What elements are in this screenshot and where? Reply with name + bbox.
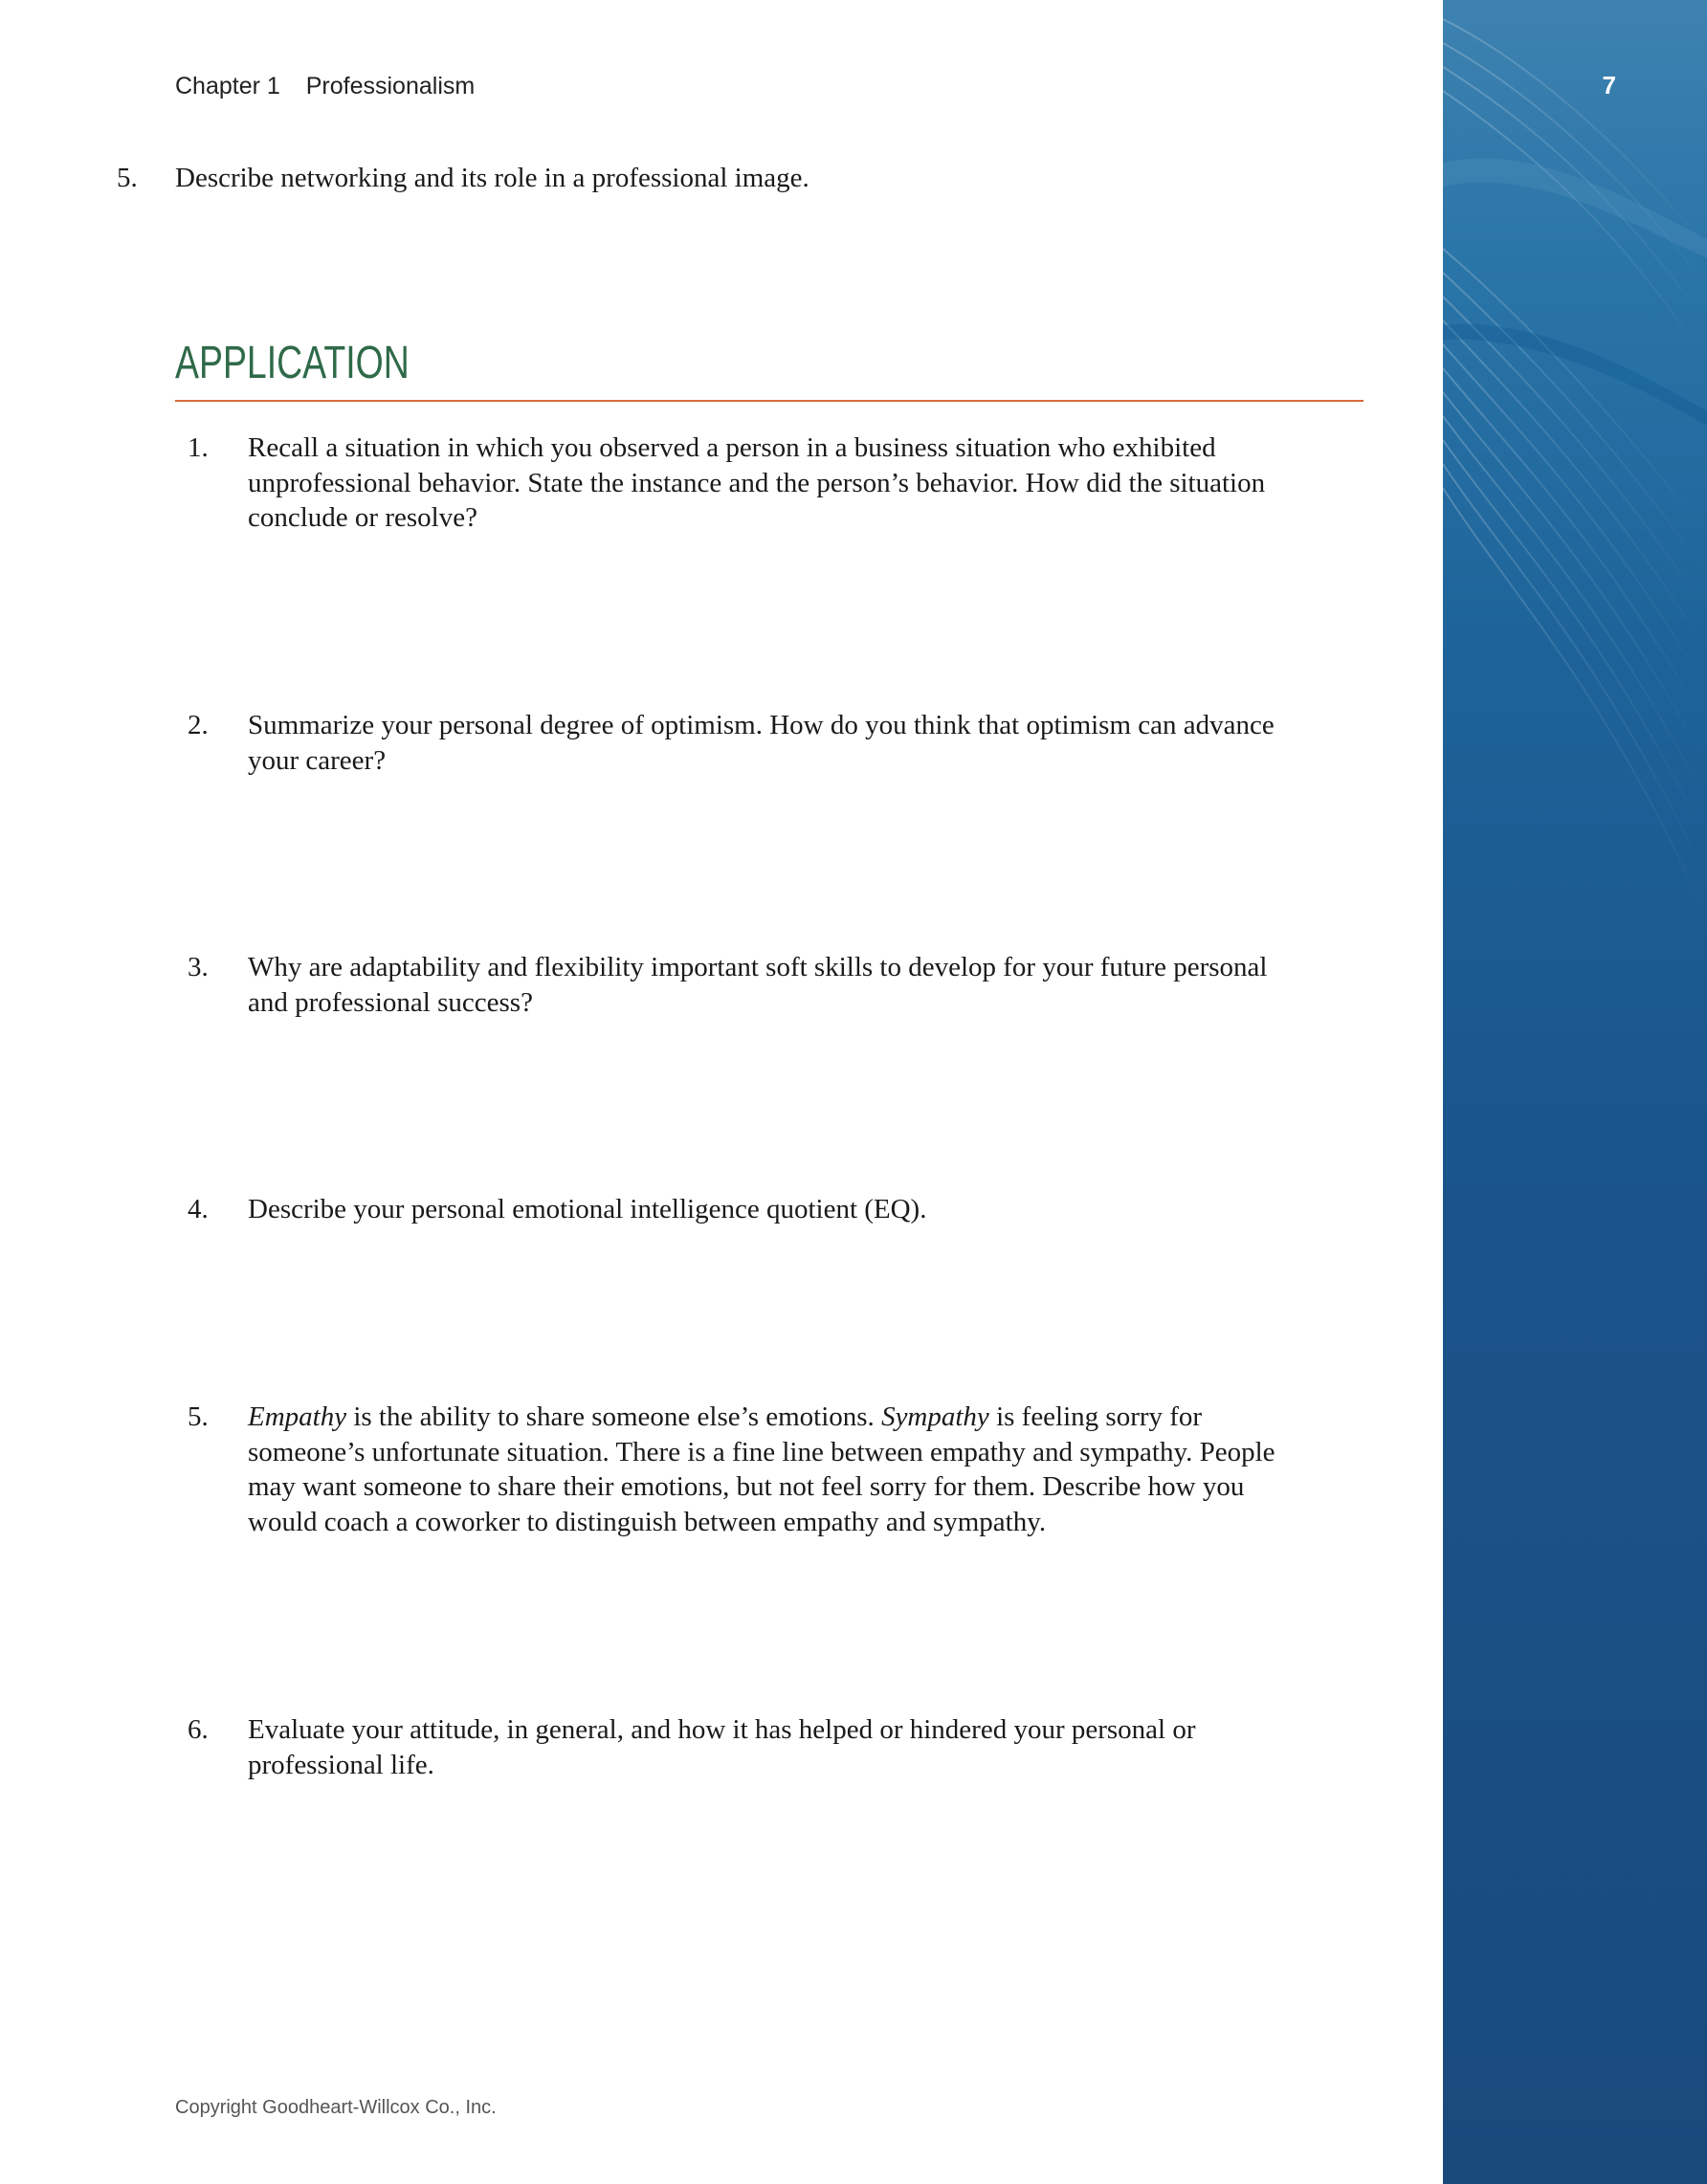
section-title: APPLICATION [175, 338, 410, 388]
question-text [248, 708, 1367, 778]
question-line: Describe your personal emotional intelligence quotient (EQ). [248, 1194, 927, 1224]
chapter-title: Professionalism [305, 73, 476, 99]
wave-pattern-decoration [1443, 0, 1707, 2184]
running-head [175, 73, 475, 100]
question-number: 6. [188, 1714, 209, 1745]
copyright-notice: Copyright Goodheart-Willcox Co., Inc. [175, 2097, 497, 2118]
question-number: 5. [117, 163, 138, 193]
question-line: Summarize your personal degree of optimism. How do you think that optimism can advance [248, 710, 1275, 740]
question-text [248, 1400, 1367, 1539]
question-number: 5. [188, 1401, 209, 1432]
question-line: would coach a coworker to distinguish between empathy and sympathy. [248, 1506, 1047, 1537]
question-number: 4. [188, 1194, 209, 1224]
question-text [248, 950, 1367, 1020]
question-number: 1. [188, 432, 209, 463]
question-line: conclude or resolve? [248, 502, 477, 533]
question-line: Evaluate your attitude, in general, and how it has helped or hindered your personal or [248, 1714, 1196, 1745]
question-text [248, 430, 1367, 536]
question-text: Describe networking and its role in a professional image. [175, 163, 809, 193]
question-number: 3. [188, 952, 209, 982]
question-line: may want someone to share their emotions, but not feel sorry for them. Describe how you [248, 1471, 1245, 1502]
question-text [248, 1192, 1367, 1227]
question-line: Why are adaptability and flexibility important soft skills to develop for your future personal [248, 952, 1268, 982]
question-line: professional life. [248, 1749, 434, 1780]
term-empathy: Empathy [248, 1401, 347, 1432]
question-line: your career? [248, 744, 387, 776]
question-line: someone’s unfortunate situation. There is a fine line between empathy and sympathy. People [248, 1436, 1275, 1467]
question-line [248, 1400, 1367, 1435]
question-text [248, 1712, 1367, 1782]
question-line-segment: is the ability to share someone else’s emotions. [346, 1401, 882, 1432]
question-line-segment: is feeling sorry for [988, 1401, 1203, 1432]
page-number: 7 [1602, 71, 1616, 99]
question-line: and professional success? [248, 986, 533, 1018]
decorative-side-band [1443, 0, 1707, 2184]
section-divider [175, 400, 1363, 402]
question-line: unprofessional behavior. State the instance and the person’s behavior. How did the situation [248, 467, 1266, 498]
question-line: Recall a situation in which you observed a person in a business situation who exhibited [248, 432, 1216, 463]
question-number: 2. [188, 710, 209, 740]
chapter-label: Chapter 1 [175, 73, 280, 99]
term-sympathy: Sympathy [881, 1401, 989, 1432]
